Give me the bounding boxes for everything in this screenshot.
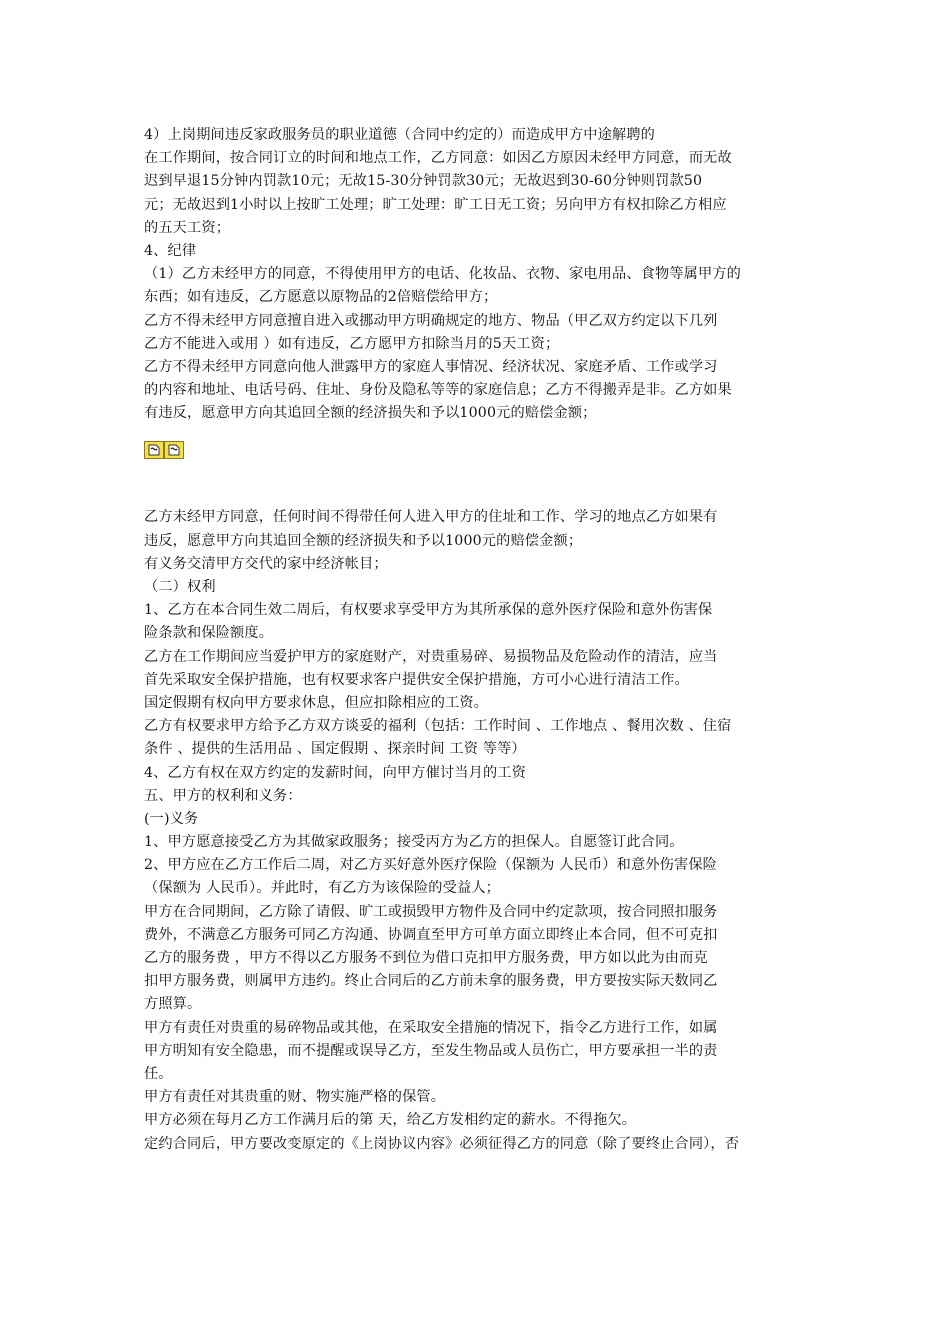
- text-line: 1、乙方在本合同生效二周后，有权要求享受甲方为其所承保的意外医疗保险和意外伤害保: [144, 602, 713, 619]
- text-line: 乙方不得未经甲方同意擅自进入或挪动甲方明确规定的地方、物品（甲乙双方约定以下几列: [144, 312, 718, 329]
- text-line: 违反，愿意甲方向其追回全额的经济损失和予以1000元的赔偿金额；: [144, 532, 583, 549]
- text-line: 有违反，愿意甲方向其追回全额的经济损失和予以1000元的赔偿金额；: [144, 405, 597, 422]
- text-line: （保额为 人民币）。并此时，有乙方为该保险的受益人；: [144, 880, 500, 897]
- text-line: 乙方未经甲方同意，任何时间不得带任何人进入甲方的住址和工作、学习的地点乙方如果有: [144, 509, 718, 526]
- text-line: 费外，不满意乙方服务可同乙方沟通、协调直至甲方可单方面立即终止本合同，但不可克扣: [144, 926, 718, 943]
- text-line: 乙方不得未经甲方同意向他人泄露甲方的家庭人事情况、经济状况、家庭矛盾、工作或学习: [144, 358, 718, 375]
- section-heading: （二）权利: [144, 579, 216, 595]
- text-line: 险条款和保险额度。: [144, 625, 274, 642]
- document-page: [144, 124, 820, 1156]
- text-line: 迟到早退15分钟内罚款10元；无故15-30分钟罚款30元；无故迟到30-60分钟则罚款50: [144, 173, 703, 190]
- text-line: 扣甲方服务费，则属甲方违约。终止合同后的乙方前未拿的服务费，甲方要按实际天数同乙: [144, 973, 718, 990]
- text-line: 4、乙方有权在双方约定的发薪时间，向甲方催讨当月的工资: [144, 764, 526, 781]
- text-line: 条件 、提供的生活用品 、国定假期 、探亲时间 工资 等等）: [144, 741, 526, 758]
- paragraph-block-rights-duties: [144, 506, 820, 1155]
- section-heading: 4、纪律: [144, 242, 197, 259]
- text-line: 乙方有权要求甲方给予乙方双方谈妥的福利（包括：工作时间 、工作地点 、餐用次数 、住宿: [144, 718, 732, 735]
- text-line: 甲方必须在每月乙方工作满月后的第 天，给乙方发相约定的薪水。不得拖欠。: [144, 1112, 637, 1129]
- text-line: 甲方明知有安全隐患，而不提醒或误导乙方，至发生物品或人员伤亡，甲方要承担一半的责: [144, 1042, 718, 1059]
- text-line: 任。: [144, 1065, 173, 1082]
- text-line: 2、甲方应在乙方工作后二周，对乙方买好意外医疗保险（保额为 人民币）和意外伤害保险: [144, 857, 718, 874]
- text-line: 甲方有责任对贵重的易碎物品或其他，在采取安全措施的情况下，指令乙方进行工作，如属: [144, 1019, 718, 1036]
- embedded-object-icons: [144, 439, 820, 461]
- text-line: 元；无故迟到1小时以上按旷工处理；旷工处理：旷工日无工资；另向甲方有权扣除乙方相应: [144, 196, 727, 213]
- text-line: 在工作期间，按合同订立的时间和地点工作，乙方同意：如因乙方原因未经甲方同意，而无故: [144, 150, 732, 167]
- text-line: （1）乙方未经甲方的同意，不得使用甲方的电话、化妆品、衣物、家电用品、食物等属甲方的: [144, 266, 742, 283]
- text-line: 乙方的服务费 ，甲方不得以乙方服务不到位为借口克扣甲方服务费，甲方如以此为由而克: [144, 950, 708, 966]
- paragraph-block-discipline: [144, 124, 820, 425]
- text-line: 甲方有责任对其贵重的财、物实施严格的保管。: [144, 1089, 446, 1106]
- text-line: 首先采取安全保护措施，也有权要求客户提供安全保护措施，方可小心进行清洁工作。: [144, 671, 689, 688]
- text-line: 4）上岗期间违反家政服务员的职业道德（合同中约定的）而造成甲方中途解聘的: [144, 127, 655, 143]
- text-line: 东西；如有违反，乙方愿意以原物品的2倍赔偿给甲方；: [144, 289, 498, 306]
- document-icon[interactable]: [164, 441, 184, 459]
- text-line: 1、甲方愿意接受乙方为其做家政服务；接受丙方为乙方的担保人。自愿签订此合同。: [144, 834, 684, 851]
- text-line: 甲方在合同期间，乙方除了请假、旷工或损毁甲方物件及合同中约定款项，按合同照扣服务: [144, 903, 718, 920]
- section-heading: 五、甲方的权利和义务：: [144, 787, 302, 804]
- text-line: 有义务交清甲方交代的家中经济帐目；: [144, 555, 388, 572]
- document-icon[interactable]: [144, 441, 164, 459]
- text-line: 乙方不能进入或用 ）如有违反，乙方愿甲方扣除当月的5天工资；: [144, 335, 560, 352]
- text-line: 方照算。: [144, 996, 202, 1013]
- text-line: 定约合同后，甲方要改变原定的《上岗协议内容》必须征得乙方的同意（除了要终止合同），否: [144, 1135, 740, 1152]
- text-line: 国定假期有权向甲方要求休息，但应扣除相应的工资。: [144, 694, 489, 711]
- text-line: 的内容和地址、电话号码、住址、身份及隐私等等的家庭信息；乙方不得搬弄是非。乙方如果: [144, 382, 732, 399]
- section-heading: (一)义务: [144, 810, 199, 827]
- text-line: 的五天工资；: [144, 219, 231, 236]
- text-line: 乙方在工作期间应当爱护甲方的家庭财产，对贵重易碎、易损物品及危险动作的清洁，应当: [144, 648, 718, 665]
